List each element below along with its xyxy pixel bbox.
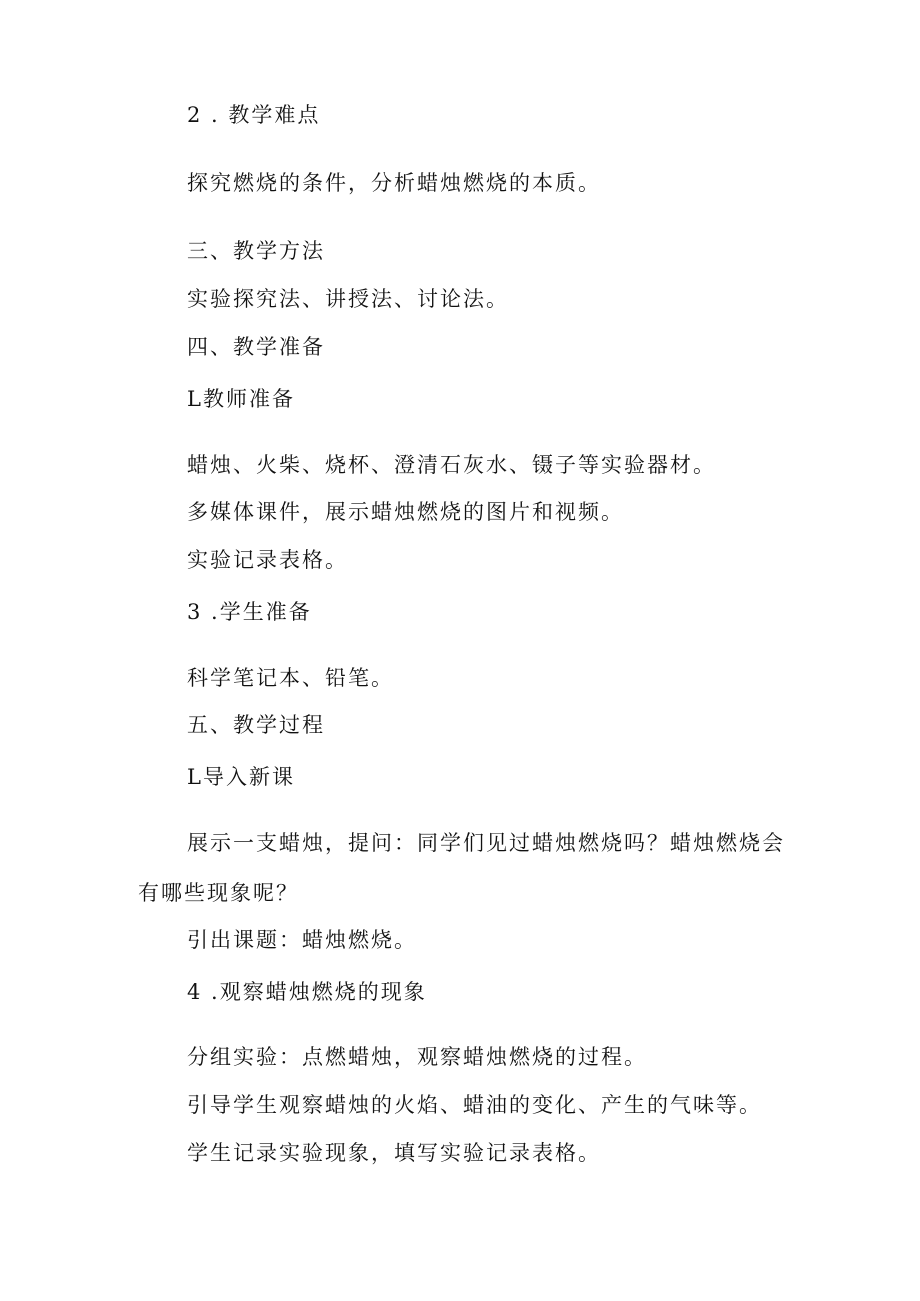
paragraph-record-results: 学生记录实验现象，填写实验记录表格。 [187,1141,601,1165]
heading-teaching-methods: 三、教学方法 [187,239,325,263]
heading-teaching-preparation: 四、教学准备 [187,335,325,359]
heading-teaching-process: 五、教学过程 [187,713,325,737]
subheading-teacher-preparation: L教师准备 [187,387,295,411]
paragraph-guide-observation: 引导学生观察蜡烛的火焰、蜡油的变化、产生的气味等。 [187,1093,762,1117]
subheading-student-preparation: 3 .学生准备 [187,600,312,624]
paragraph-multimedia: 多媒体课件，展示蜡烛燃烧的图片和视频。 [187,500,624,524]
paragraph-record-form: 实验记录表格。 [187,548,348,572]
paragraph-student-materials: 科学笔记本、铅笔。 [187,666,394,690]
subheading-observe-burning: 4 .观察蜡烛燃烧的现象 [187,980,427,1004]
heading-teaching-difficulty: 2 . 教学难点 [187,103,321,127]
paragraph-lesson-topic: 引出课题：蜡烛燃烧。 [187,928,417,952]
paragraph-difficulty-content: 探究燃烧的条件，分析蜡烛燃烧的本质。 [187,171,601,195]
paragraph-candle-question: 展示一支蜡烛，提问：同学们见过蜡烛燃烧吗？蜡烛燃烧会有哪些现象呢？ [138,831,785,905]
paragraph-methods-content: 实验探究法、讲授法、讨论法。 [187,287,509,311]
paragraph-group-experiment: 分组实验：点燃蜡烛，观察蜡烛燃烧的过程。 [187,1045,647,1069]
subheading-lesson-introduction: L导入新课 [187,765,295,789]
paragraph-materials: 蜡烛、火柴、烧杯、澄清石灰水、镊子等实验器材。 [187,453,716,477]
